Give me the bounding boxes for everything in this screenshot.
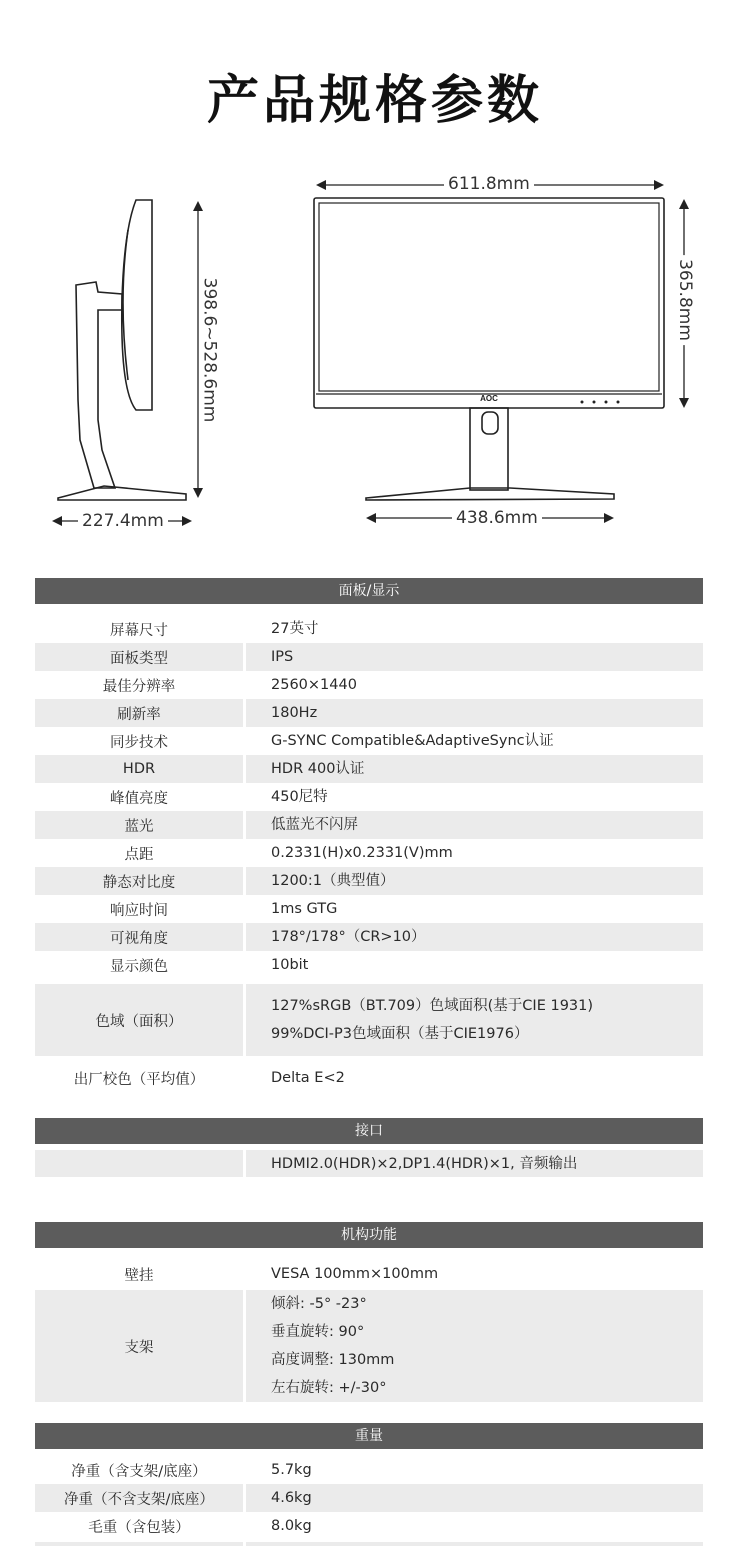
spec-row: [35, 643, 703, 671]
dim-depth: 227.4mm: [78, 511, 168, 531]
spec-label: 响应时间: [110, 902, 168, 919]
spec-label: 净重（含支架/底座）: [71, 1463, 207, 1480]
spec-value-line: 低蓝光不闪屏: [271, 817, 358, 833]
spec-value: [246, 951, 703, 979]
spec-label: 净重（不含支架/底座）: [35, 1484, 243, 1512]
spec-label: 峰值亮度: [110, 790, 168, 807]
spec-row: [35, 1260, 703, 1288]
spec-value-edge: [246, 1542, 703, 1546]
spec-value-line: 垂直旋转: 90°: [271, 1324, 365, 1340]
spec-row: [35, 1290, 703, 1402]
side-view-panel: [122, 200, 152, 410]
spec-value: [246, 1063, 703, 1093]
spec-value-line: 2560×1440: [271, 677, 357, 693]
spec-value: [246, 984, 703, 1056]
spec-value-line: 127%sRGB（BT.709）色域面积(基于CIE 1931): [271, 998, 594, 1014]
spec-value: [246, 839, 703, 867]
spec-value-line: 1ms GTG: [271, 901, 338, 917]
front-view-bezel: [314, 198, 664, 408]
spec-value: [246, 615, 703, 643]
spec-label: 色域（面积）: [35, 984, 243, 1056]
spec-row: [35, 867, 703, 895]
spec-value: [246, 699, 703, 727]
spec-label: [35, 1150, 243, 1177]
dim-base-width: 438.6mm: [452, 508, 542, 528]
spec-value: [246, 727, 703, 755]
spec-label: 同步技术: [110, 734, 168, 751]
spec-value: [246, 1456, 703, 1484]
spec-value-line: 8.0kg: [271, 1518, 312, 1534]
spec-value: [246, 783, 703, 811]
dim-screen-height: 365.8mm: [675, 255, 695, 345]
spec-value: [246, 643, 703, 671]
section-header-weight: 重量: [35, 1423, 703, 1449]
spec-value: [246, 1484, 703, 1512]
spec-row: [35, 811, 703, 839]
spec-label: HDR: [35, 755, 243, 783]
spec-row: [35, 783, 703, 811]
spec-row: [35, 671, 703, 699]
spec-value-line: Delta E<2: [271, 1070, 345, 1086]
spec-value: [246, 1150, 703, 1177]
spec-value: [246, 755, 703, 783]
spec-value: [246, 811, 703, 839]
spec-value-line: HDMI2.0(HDR)×2,DP1.4(HDR)×1, 音频输出: [271, 1155, 578, 1172]
spec-label: 出厂校色（平均值）: [73, 1071, 205, 1088]
spec-label: 毛重（含包装）: [88, 1519, 190, 1536]
monitor-dimension-drawing: [0, 0, 750, 545]
spec-row: [35, 1150, 703, 1177]
spec-value-line: 99%DCI-P3色域面积（基于CIE1976）: [271, 1026, 529, 1042]
spec-value-line: 10bit: [271, 957, 309, 973]
section-header-panel: 面板/显示: [35, 578, 703, 604]
page-title: 产品规格参数: [206, 71, 543, 131]
spec-value: [246, 895, 703, 923]
spec-value: [246, 867, 703, 895]
spec-value-line: 180Hz: [271, 705, 318, 721]
spec-row: [35, 1484, 703, 1512]
spec-label: 壁挂: [124, 1267, 154, 1284]
spec-value: [246, 1260, 703, 1288]
front-view-stand: [470, 408, 508, 490]
spec-label: 屏幕尺寸: [110, 622, 168, 639]
spec-value: [246, 1290, 703, 1402]
section-header-mechanical: 机构功能: [35, 1222, 703, 1248]
spec-row: [35, 699, 703, 727]
spec-value-line: VESA 100mm×100mm: [271, 1266, 439, 1282]
spec-value-line: 1200:1（典型值）: [271, 873, 395, 889]
spec-label: 刷新率: [35, 699, 243, 727]
dim-height-range: 398.6~528.6mm: [199, 274, 219, 427]
spec-value-line: 4.6kg: [271, 1490, 312, 1506]
spec-value-line: 178°/178°（CR>10）: [271, 929, 426, 945]
spec-value: [246, 923, 703, 951]
spec-row: [35, 727, 703, 755]
spec-value-line: 5.7kg: [271, 1462, 312, 1478]
spec-row: [35, 615, 703, 643]
spec-value-line: 27英寸: [271, 621, 319, 637]
spec-value-line: IPS: [271, 649, 294, 665]
spec-value-line: 0.2331(H)x0.2331(V)mm: [271, 845, 453, 861]
spec-label: 显示颜色: [110, 958, 168, 975]
spec-value-line: 高度调整: 130mm: [271, 1352, 395, 1368]
spec-label: 点距: [124, 846, 154, 863]
spec-row: [35, 1512, 703, 1540]
spec-row: [35, 895, 703, 923]
logo: AOC: [480, 394, 498, 403]
spec-label: 面板类型: [35, 643, 243, 671]
spec-value: [246, 671, 703, 699]
section-header-ports: 接口: [35, 1118, 703, 1144]
spec-row: [35, 984, 703, 1056]
spec-label: 蓝光: [35, 811, 243, 839]
spec-label: 静态对比度: [35, 867, 243, 895]
side-view-stand: [76, 282, 122, 488]
dim-width: 611.8mm: [444, 174, 534, 194]
spec-row: [35, 839, 703, 867]
spec-label: 可视角度: [35, 923, 243, 951]
spec-value-line: 450尼特: [271, 789, 328, 805]
front-view-screen: [319, 203, 659, 391]
spec-value-line: G-SYNC Compatible&AdaptiveSync认证: [271, 733, 554, 749]
spec-value-line: 左右旋转: +/-30°: [271, 1380, 387, 1396]
spec-value-line: HDR 400认证: [271, 761, 365, 777]
spec-row-edge: [35, 1542, 703, 1546]
spec-label-edge: [35, 1542, 243, 1546]
spec-label: 最佳分辨率: [102, 678, 176, 695]
spec-label: 支架: [35, 1290, 243, 1402]
spec-value-line: 倾斜: -5° -23°: [271, 1296, 367, 1312]
spec-value: [246, 1512, 703, 1540]
spec-row: [35, 923, 703, 951]
spec-row: [35, 951, 703, 979]
spec-row: [35, 1456, 703, 1484]
side-view-base: [58, 486, 186, 500]
spec-row: [35, 1063, 703, 1093]
spec-row: [35, 755, 703, 783]
